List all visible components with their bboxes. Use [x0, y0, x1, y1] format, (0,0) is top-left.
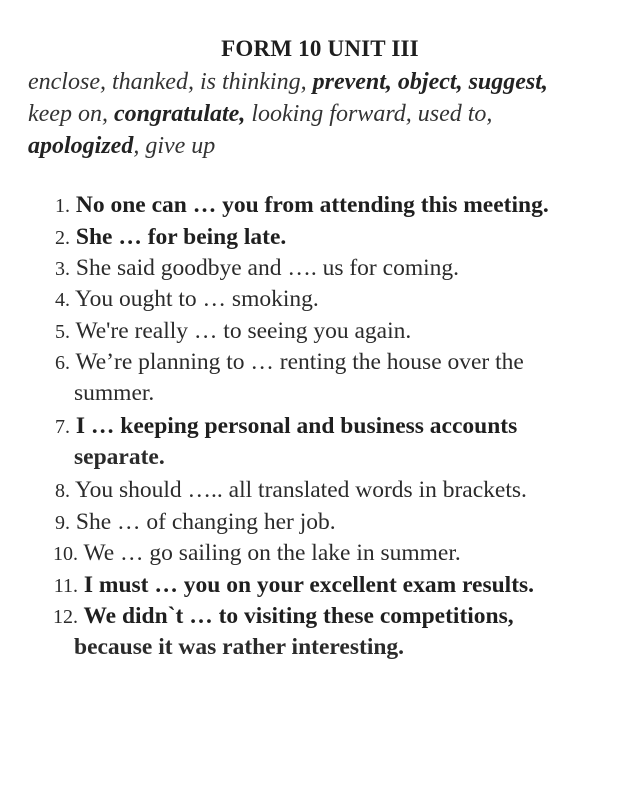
page-title: FORM 10 UNIT III [221, 36, 419, 61]
exercise-sentence: You ought to … smoking. [70, 286, 319, 312]
word-bank-words-bold: prevent, object, suggest, [312, 69, 548, 95]
exercise-sentence: No one can … you from attending this meeting. [70, 192, 549, 218]
exercise-sentence: She … of changing her job. [70, 509, 336, 535]
word-bank-words-bold: apologized [28, 133, 134, 159]
exercise-sentence: We didn`t … to visiting these competitions, [78, 603, 514, 629]
exercise-item [0, 253, 459, 285]
exercise-sentence-continuation: summer. [74, 380, 155, 406]
exercise-sentence-continuation: separate. [74, 444, 165, 470]
exercise-number: 4. [55, 289, 70, 311]
exercise-number: 10. [53, 543, 78, 565]
exercise-sentence: We’re planning to … renting the house over the [70, 349, 524, 375]
exercise-item [0, 538, 461, 570]
exercise-item [0, 347, 524, 406]
exercise-sentence-continuation: because it was rather interesting. [74, 634, 405, 660]
word-bank-line-1 [28, 66, 628, 98]
exercise-number: 9. [55, 512, 70, 534]
word-bank-words: , give up [133, 133, 216, 159]
exercise-number: 12. [53, 606, 78, 628]
exercise-number: 5. [55, 321, 70, 343]
word-bank-line-3 [28, 130, 628, 162]
exercise-sentence: You should ….. all translated words in brackets. [70, 477, 527, 503]
word-bank-words: keep on, [28, 101, 114, 127]
exercise-number: 7. [55, 416, 70, 438]
exercise-sentence: She … for being late. [70, 224, 287, 250]
exercise-number: 6. [55, 352, 70, 374]
exercise-sentence: We … go sailing on the lake in summer. [78, 540, 461, 566]
exercise-sentence: We're really … to seeing you again. [70, 318, 412, 344]
exercise-number: 8. [55, 480, 70, 502]
word-bank-words-bold: congratulate, [113, 101, 246, 127]
exercise-item [0, 411, 518, 470]
exercise-item [0, 284, 319, 316]
word-bank-words: looking forward, used to, [245, 101, 493, 127]
exercise-item [0, 570, 534, 602]
word-bank-words: enclose, thanked, is thinking, [28, 69, 313, 95]
exercise-sentence: I must … you on your excellent exam results. [78, 572, 535, 598]
exercise-item [0, 601, 514, 660]
exercise-item [0, 190, 549, 222]
exercise-number: 3. [55, 258, 70, 280]
exercise-sentence: I … keeping personal and business accounts [70, 413, 518, 439]
exercise-number: 1. [55, 195, 70, 217]
exercise-number: 2. [55, 227, 70, 249]
word-bank-line-2 [28, 98, 628, 130]
exercise-item [0, 507, 336, 539]
exercise-item [0, 475, 527, 507]
exercise-number: 11. [53, 575, 78, 597]
exercise-sentence: She said goodbye and …. us for coming. [70, 255, 460, 281]
word-bank [28, 66, 628, 162]
exercise-item [0, 316, 411, 348]
exercise-item [0, 222, 286, 254]
